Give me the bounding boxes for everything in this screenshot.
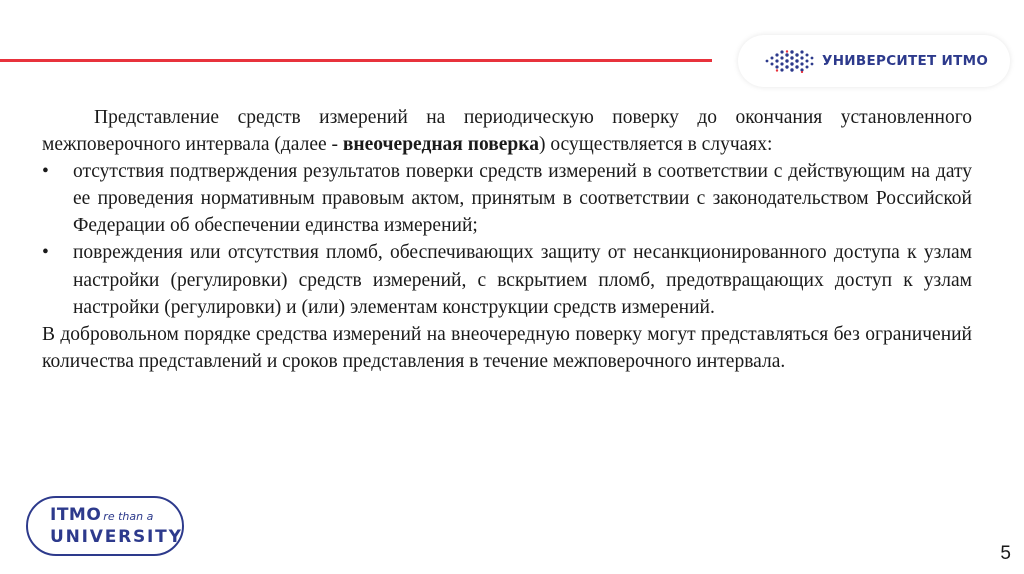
bullet-item xyxy=(42,158,972,239)
bullet-text: отсутствия подтверждения результатов поверки средств измерений в соответствии с действующим на дату ее проведения нормативным правовым актом, принятым в соответствии с законодательством Российской Федерации об обеспечении единства измерений; xyxy=(73,161,972,237)
intro-bold-term: внеочередная поверка xyxy=(342,134,539,156)
header-accent-line xyxy=(0,59,712,62)
closing-paragraph: В добровольном порядке средства измерений на внеочередную поверку могут представляться без ограничений количества представлений и сроков представления в течение межповерочного интервала. xyxy=(42,323,972,372)
badge-word-2: UNIVERSITY xyxy=(50,527,183,547)
logo-text: УНИВЕРСИТЕТ ИТМО xyxy=(822,53,989,69)
itmo-more-than-a-university-logo xyxy=(26,496,184,556)
badge-tagline: re than a xyxy=(103,510,154,523)
intro-text-part1: Представление средств измерений на периодическую поверку до окончания установленного межповерочного интервала (далее - xyxy=(42,107,972,156)
page-number: 5 xyxy=(1000,543,1011,564)
intro-paragraph xyxy=(42,104,972,158)
bullet-dot: • xyxy=(42,242,49,264)
bullet-dot: • xyxy=(42,161,49,183)
bullet-item xyxy=(42,239,972,320)
badge-line-1 xyxy=(50,505,153,527)
itmo-university-logo xyxy=(738,35,1010,87)
intro-text-part2: ) осуществляется в случаях: xyxy=(538,134,773,156)
slide-body xyxy=(42,104,972,375)
bullet-text: повреждения или отсутствия пломб, обеспечивающих защиту от несанкционированного доступа к узлам настройки (регулировки) средств измерений, с вскрытием пломб, предотвращающих доступ к узлам настройки (регулировки) и (или) элементам конструкции средств измерений. xyxy=(73,242,972,318)
itmo-dots-icon xyxy=(764,49,816,73)
badge-word: ITMO xyxy=(50,505,102,525)
